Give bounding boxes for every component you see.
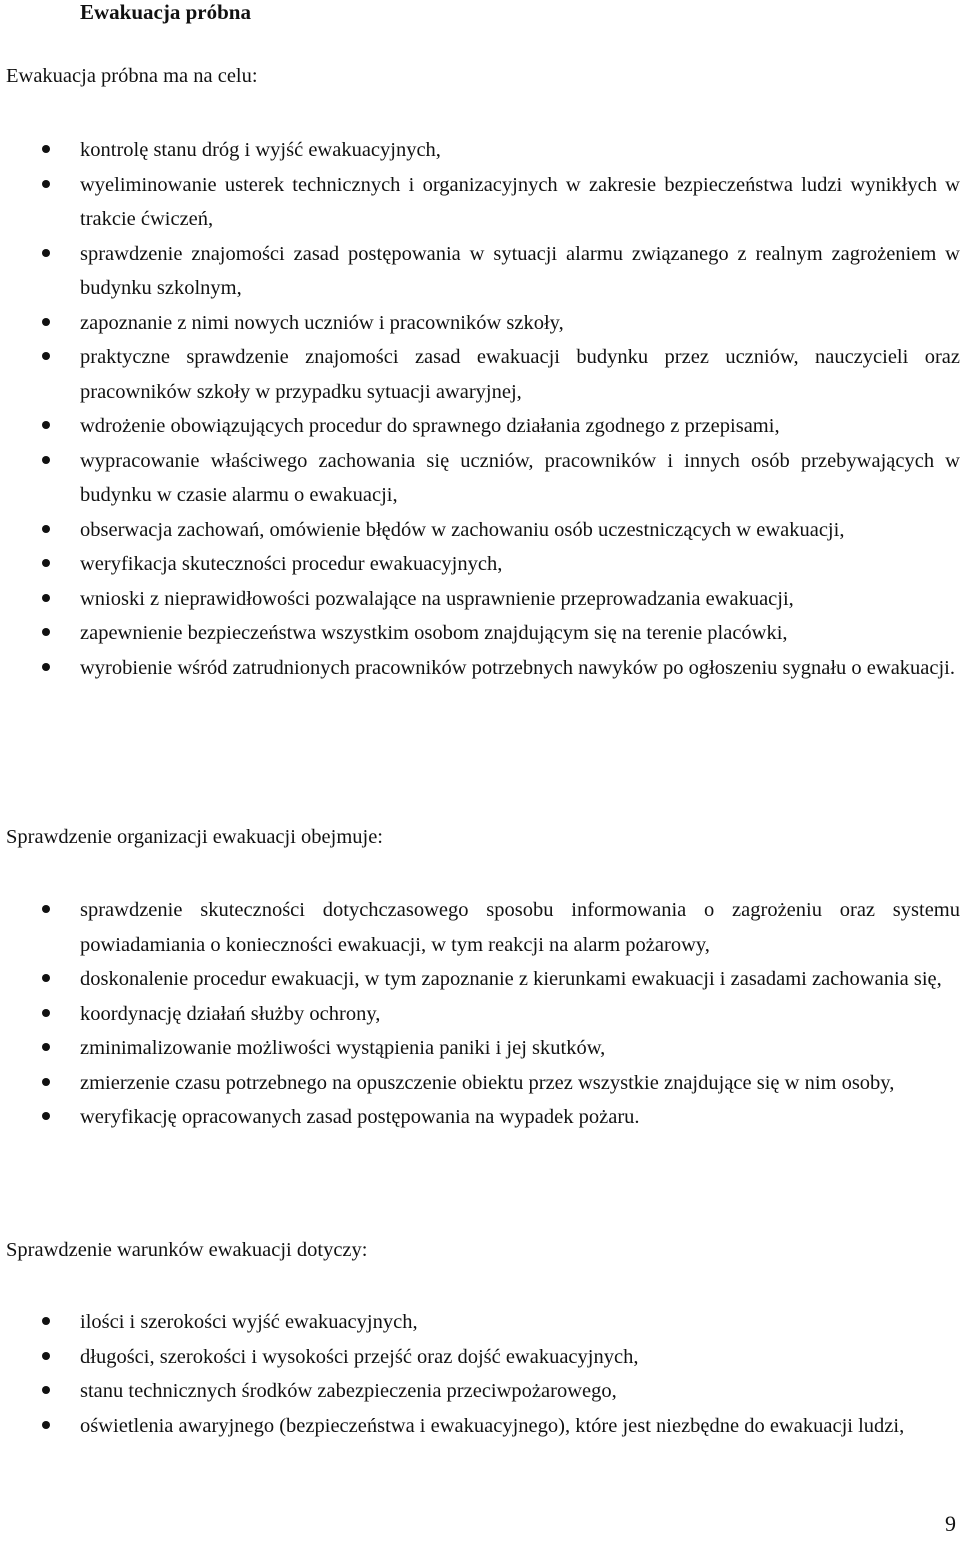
list-item: weryfikacja skuteczności procedur ewakuacyjnych, — [0, 547, 960, 582]
list-item: praktyczne sprawdzenie znajomości zasad ewakuacji budynku przez uczniów, nauczycieli oraz pracowników szkoły w przypadku sytuacji awaryjnej, — [0, 340, 960, 409]
bullet-icon — [42, 1421, 50, 1429]
list-item: doskonalenie procedur ewakuacji, w tym zapoznanie z kierunkami ewakuacji i zasadami zachowania się, — [0, 962, 960, 997]
list-item: wdrożenie obowiązujących procedur do sprawnego działania zgodnego z przepisami, — [0, 409, 960, 444]
bullet-icon — [42, 1386, 50, 1394]
list-item: zminimalizowanie możliwości wystąpienia paniki i jej skutków, — [0, 1031, 960, 1066]
list-item: sprawdzenie skuteczności dotychczasowego sposobu informowania o zagrożeniu oraz systemu powiadamiania o konieczności ewakuacji, w tym reakcji na alarm pożarowy, — [0, 893, 960, 962]
bullet-icon — [42, 1317, 50, 1325]
bullet-icon — [42, 421, 50, 429]
list-item: wyeliminowanie usterek technicznych i organizacyjnych w zakresie bezpieczeństwa ludzi wynikłych w trakcie ćwiczeń, — [0, 168, 960, 237]
list-item: sprawdzenie znajomości zasad postępowania w sytuacji alarmu związanego z realnym zagrożeniem w budynku szkolnym, — [0, 237, 960, 306]
bullet-icon — [42, 1352, 50, 1360]
list-item: weryfikację opracowanych zasad postępowania na wypadek pożaru. — [0, 1100, 960, 1135]
page-number: 9 — [945, 1511, 956, 1536]
bullet-icon — [42, 525, 50, 533]
section-intro-organization: Sprawdzenie organizacji ewakuacji obejmuje: — [6, 826, 384, 848]
list-item: długości, szerokości i wysokości przejść oraz dojść ewakuacyjnych, — [0, 1340, 960, 1375]
bullet-icon — [42, 456, 50, 464]
section-intro-conditions: Sprawdzenie warunków ewakuacji dotyczy: — [6, 1239, 368, 1261]
bullet-icon — [42, 1078, 50, 1086]
list-item: obserwacja zachowań, omówienie błędów w zachowaniu osób uczestniczących w ewakuacji, — [0, 513, 960, 548]
conditions-list — [0, 1305, 960, 1443]
bullet-icon — [42, 594, 50, 602]
bullet-icon — [42, 974, 50, 982]
bullet-icon — [42, 905, 50, 913]
bullet-icon — [42, 628, 50, 636]
list-item: wypracowanie właściwego zachowania się uczniów, pracowników i innych osób przebywających w budynku w czasie alarmu o ewakuacji, — [0, 444, 960, 513]
bullet-icon — [42, 663, 50, 671]
page-title: Ewakuacja próbna — [80, 0, 251, 24]
bullet-icon — [42, 249, 50, 257]
list-item: oświetlenia awaryjnego (bezpieczeństwa i ewakuacyjnego), które jest niezbędne do ewakuacji ludzi, — [0, 1409, 960, 1444]
list-item: koordynację działań służby ochrony, — [0, 997, 960, 1032]
bullet-icon — [42, 318, 50, 326]
list-item: wyrobienie wśród zatrudnionych pracowników potrzebnych nawyków po ogłoszeniu sygnału o ewakuacji. — [0, 651, 960, 686]
list-item: wnioski z nieprawidłowości pozwalające na usprawnienie przeprowadzania ewakuacji, — [0, 582, 960, 617]
bullet-icon — [42, 559, 50, 567]
bullet-icon — [42, 145, 50, 153]
bullet-icon — [42, 180, 50, 188]
list-item: zmierzenie czasu potrzebnego na opuszczenie obiektu przez wszystkie znajdujące się w nim osoby, — [0, 1066, 960, 1101]
bullet-icon — [42, 1112, 50, 1120]
list-item: kontrolę stanu dróg i wyjść ewakuacyjnych, — [0, 133, 960, 168]
organization-list — [0, 893, 960, 1135]
bullet-icon — [42, 352, 50, 360]
goals-list — [0, 133, 960, 685]
list-item: ilości i szerokości wyjść ewakuacyjnych, — [0, 1305, 960, 1340]
bullet-icon — [42, 1009, 50, 1017]
list-item: zapewnienie bezpieczeństwa wszystkim osobom znajdującym się na terenie placówki, — [0, 616, 960, 651]
list-item: stanu technicznych środków zabezpieczenia przeciwpożarowego, — [0, 1374, 960, 1409]
section-intro-goals: Ewakuacja próbna ma na celu: — [6, 65, 258, 87]
bullet-icon — [42, 1043, 50, 1051]
list-item: zapoznanie z nimi nowych uczniów i pracowników szkoły, — [0, 306, 960, 341]
